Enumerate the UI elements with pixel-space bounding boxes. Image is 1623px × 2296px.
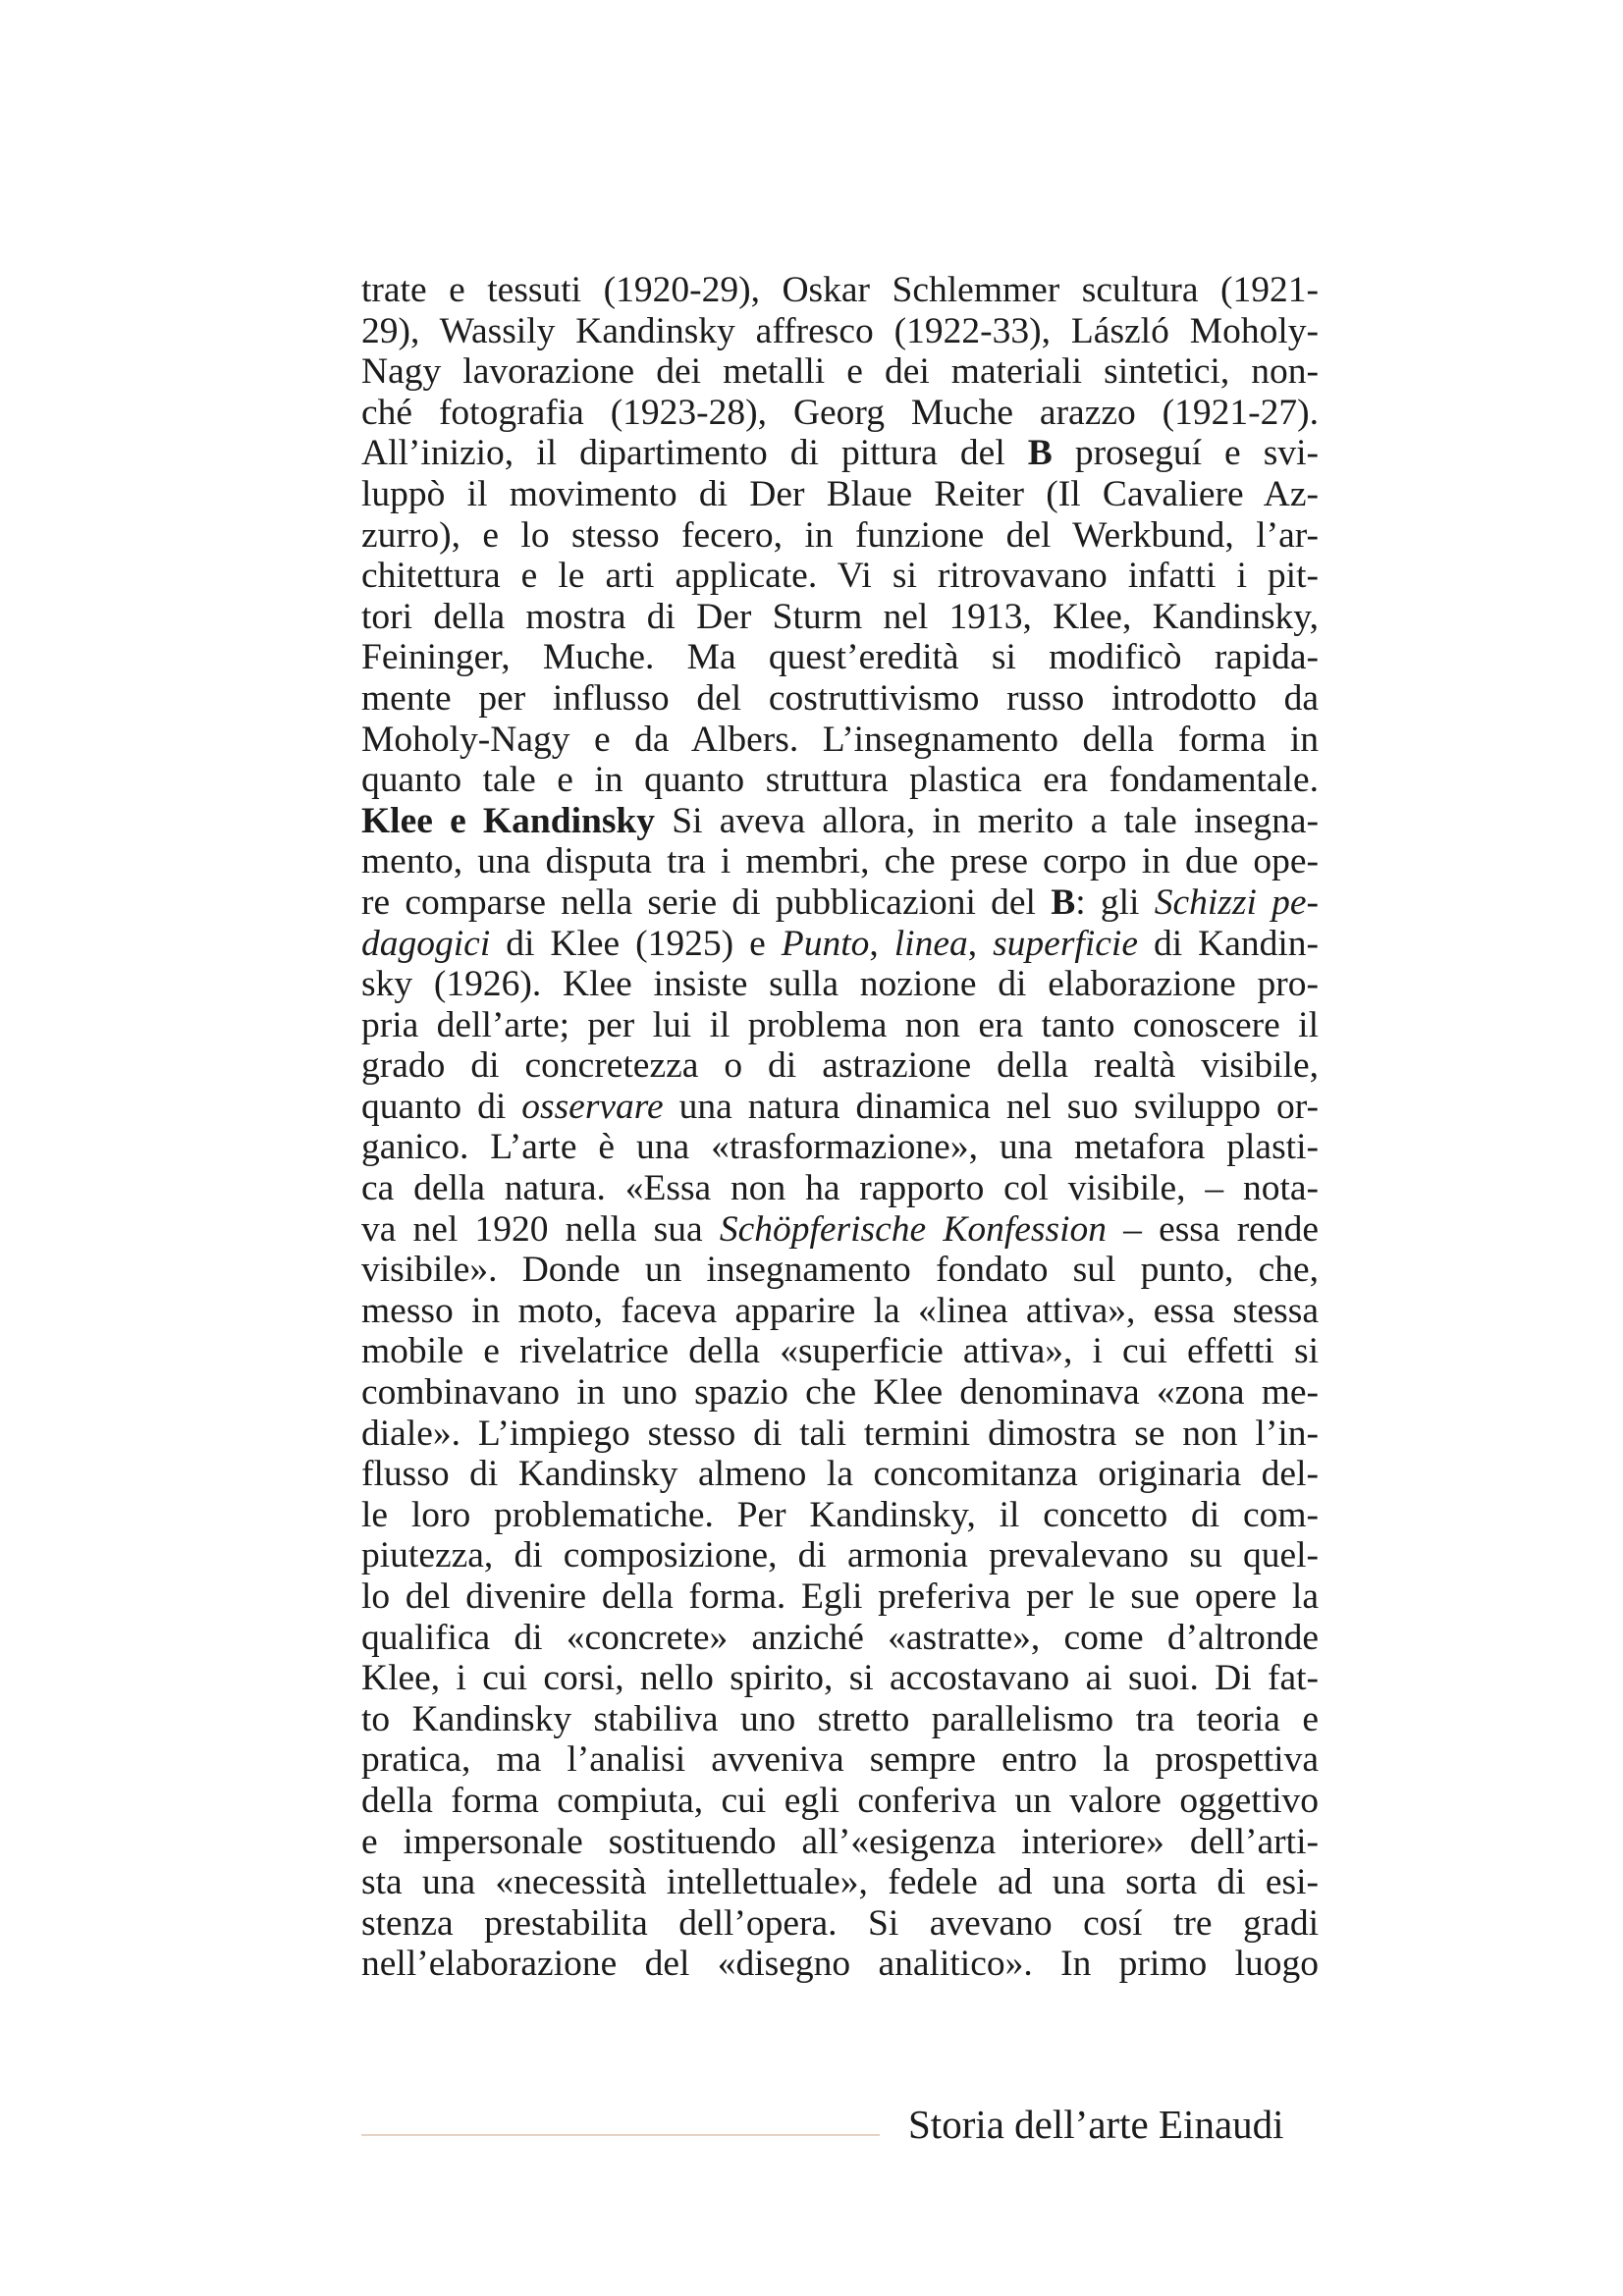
text-line bbox=[361, 882, 1319, 924]
text-segment: pria dell’arte; per lui il problema non era tanto conoscere il bbox=[361, 1004, 1319, 1045]
text-line bbox=[361, 1739, 1319, 1781]
text-segment: mento, una disputa tra i membri, che prese corpo in due ope- bbox=[361, 841, 1319, 882]
text-segment: – essa rende bbox=[1107, 1208, 1319, 1250]
text-segment: flusso di Kandinsky almeno la concomitanza originaria del- bbox=[361, 1454, 1319, 1495]
text-line bbox=[361, 1414, 1319, 1455]
text-segment: chitettura e le arti applicate. Vi si ritrovavano infatti i pit- bbox=[361, 556, 1319, 597]
text-line bbox=[361, 1576, 1319, 1618]
text-segment: combinavano in uno spazio che Klee denominava «zona me- bbox=[361, 1372, 1319, 1414]
bold-text: Klee e Kandinsky bbox=[361, 800, 656, 841]
text-segment: Moholy-Nagy e da Albers. L’insegnamento della forma in bbox=[361, 719, 1319, 760]
footer-rule bbox=[361, 2134, 880, 2136]
text-line bbox=[361, 1250, 1319, 1291]
text-segment: Klee, i cui corsi, nello spirito, si accostavano ai suoi. Di fat- bbox=[361, 1658, 1319, 1699]
italic-text: osservare bbox=[521, 1086, 664, 1127]
text-segment: zurro), e lo stesso fecero, in funzione del Werkbund, l’ar- bbox=[361, 514, 1319, 556]
text-line bbox=[361, 1209, 1319, 1251]
text-line bbox=[361, 1454, 1319, 1495]
text-line bbox=[361, 1168, 1319, 1209]
text-line bbox=[361, 760, 1319, 801]
text-segment: 29), Wassily Kandinsky affresco (1922-33), László Moholy- bbox=[361, 310, 1319, 351]
text-segment: Si aveva allora, in merito a tale insegna- bbox=[655, 800, 1320, 841]
text-segment: trate e tessuti (1920-29), Oskar Schlemmer scultura (1921- bbox=[361, 270, 1319, 310]
text-line bbox=[361, 1781, 1319, 1822]
text-segment: , bbox=[967, 923, 994, 964]
text-segment: piutezza, di composizione, di armonia prevalevano su quel- bbox=[361, 1535, 1319, 1576]
text-line bbox=[361, 924, 1319, 965]
text-segment: proseguí e svi- bbox=[1052, 433, 1319, 474]
text-segment: di Kandin- bbox=[1137, 923, 1320, 964]
bold-text: B bbox=[1027, 433, 1053, 474]
text-segment: le loro problematiche. Per Kandinsky, il concetto di com- bbox=[361, 1494, 1319, 1535]
text-segment: qualifica di «concrete» anziché «astratte», come d’altronde bbox=[361, 1617, 1319, 1658]
text-line bbox=[361, 637, 1319, 678]
text-line bbox=[361, 801, 1319, 842]
text-line bbox=[361, 1862, 1319, 1903]
text-line bbox=[361, 1535, 1319, 1576]
text-line bbox=[361, 678, 1319, 720]
text-segment: della forma compiuta, cui egli conferiva un valore oggettivo bbox=[361, 1780, 1319, 1821]
body-text bbox=[361, 270, 1319, 1985]
text-segment: tori della mostra di Der Sturm nel 1913, Klee, Kandinsky, bbox=[361, 596, 1319, 637]
text-segment: Nagy lavorazione dei metalli e dei materiali sintetici, non- bbox=[361, 351, 1319, 393]
text-line bbox=[361, 1903, 1319, 1945]
italic-text: Punto bbox=[781, 923, 870, 964]
italic-text: dagogici bbox=[361, 923, 491, 964]
bold-text: B bbox=[1051, 881, 1076, 923]
text-segment: mobile e rivelatrice della «superficie attiva», i cui effetti si bbox=[361, 1331, 1319, 1372]
text-segment: quanto tale e in quanto struttura plastica era fondamentale. bbox=[361, 760, 1319, 801]
text-line bbox=[361, 1045, 1319, 1087]
text-line bbox=[361, 1372, 1319, 1414]
text-line bbox=[361, 964, 1319, 1005]
text-segment: nell’elaborazione del «disegno analitico». In primo luogo bbox=[361, 1944, 1319, 1985]
text-segment: sta una «necessità intellettuale», fedele ad una sorta di esi- bbox=[361, 1862, 1319, 1903]
italic-text: linea bbox=[893, 923, 968, 964]
text-line bbox=[361, 311, 1319, 352]
text-line bbox=[361, 1495, 1319, 1536]
italic-text: Schizzi pe- bbox=[1154, 881, 1319, 923]
text-line bbox=[361, 433, 1319, 474]
text-line bbox=[361, 1005, 1319, 1046]
text-segment: e impersonale sostituendo all’«esigenza interiore» dell’arti- bbox=[361, 1821, 1319, 1862]
text-line bbox=[361, 597, 1319, 638]
text-line bbox=[361, 556, 1319, 597]
text-line bbox=[361, 1618, 1319, 1659]
text-segment: stenza prestabilita dell’opera. Si avevano cosí tre gradi bbox=[361, 1902, 1319, 1944]
text-segment: va nel 1920 nella sua bbox=[361, 1208, 720, 1250]
text-line bbox=[361, 720, 1319, 761]
text-line bbox=[361, 270, 1319, 311]
text-line bbox=[361, 1699, 1319, 1740]
text-line bbox=[361, 1127, 1319, 1168]
text-line bbox=[361, 393, 1319, 434]
text-segment: grado di concretezza o di astrazione della realtà visibile, bbox=[361, 1045, 1319, 1087]
text-segment: di Klee (1925) e bbox=[490, 923, 782, 964]
text-segment: re comparse nella serie di pubblicazioni del bbox=[361, 881, 1052, 923]
text-line bbox=[361, 841, 1319, 882]
text-line bbox=[361, 1291, 1319, 1332]
text-line bbox=[361, 474, 1319, 515]
text-line bbox=[361, 1331, 1319, 1372]
text-line bbox=[361, 1087, 1319, 1128]
text-segment: visibile». Donde un insegnamento fondato sul punto, che, bbox=[361, 1250, 1319, 1291]
text-line bbox=[361, 1658, 1319, 1699]
text-segment: una natura dinamica nel suo sviluppo or- bbox=[663, 1086, 1319, 1127]
text-segment: pratica, ma l’analisi avveniva sempre entro la prospettiva bbox=[361, 1739, 1319, 1781]
text-line bbox=[361, 515, 1319, 557]
text-segment: All’inizio, il dipartimento di pittura del bbox=[361, 433, 1028, 474]
text-segment: Feininger, Muche. Ma quest’eredità si modificò rapida- bbox=[361, 637, 1319, 678]
text-segment: sky (1926). Klee insiste sulla nozione di elaborazione pro- bbox=[361, 964, 1319, 1005]
text-line bbox=[361, 351, 1319, 393]
text-segment: lo del divenire della forma. Egli preferiva per le sue opere la bbox=[361, 1576, 1319, 1617]
italic-text: superficie bbox=[993, 923, 1138, 964]
text-segment: ganico. L’arte è una «trasformazione», una metafora plasti- bbox=[361, 1127, 1319, 1168]
footer-title: Storia dell’arte Einaudi bbox=[908, 2102, 1284, 2147]
text-segment: messo in moto, faceva apparire la «linea attiva», essa stessa bbox=[361, 1290, 1319, 1331]
text-segment: diale». L’impiego stesso di tali termini dimostra se non l’in- bbox=[361, 1413, 1319, 1454]
text-segment: : gli bbox=[1075, 881, 1155, 923]
text-segment: ché fotografia (1923-28), Georg Muche arazzo (1921-27). bbox=[361, 392, 1319, 433]
text-segment: to Kandinsky stabiliva uno stretto parallelismo tra teoria e bbox=[361, 1698, 1319, 1739]
italic-text: Schöpferische Konfession bbox=[719, 1208, 1108, 1250]
text-segment: quanto di bbox=[361, 1086, 522, 1127]
text-segment: luppò il movimento di Der Blaue Reiter (Il Cavaliere Az- bbox=[361, 473, 1319, 514]
text-segment: mente per influsso del costruttivismo russo introdotto da bbox=[361, 677, 1319, 719]
text-line bbox=[361, 1944, 1319, 1985]
text-line bbox=[361, 1822, 1319, 1863]
text-segment: , bbox=[869, 923, 894, 964]
text-segment: ca della natura. «Essa non ha rapporto col visibile, – nota- bbox=[361, 1168, 1319, 1209]
